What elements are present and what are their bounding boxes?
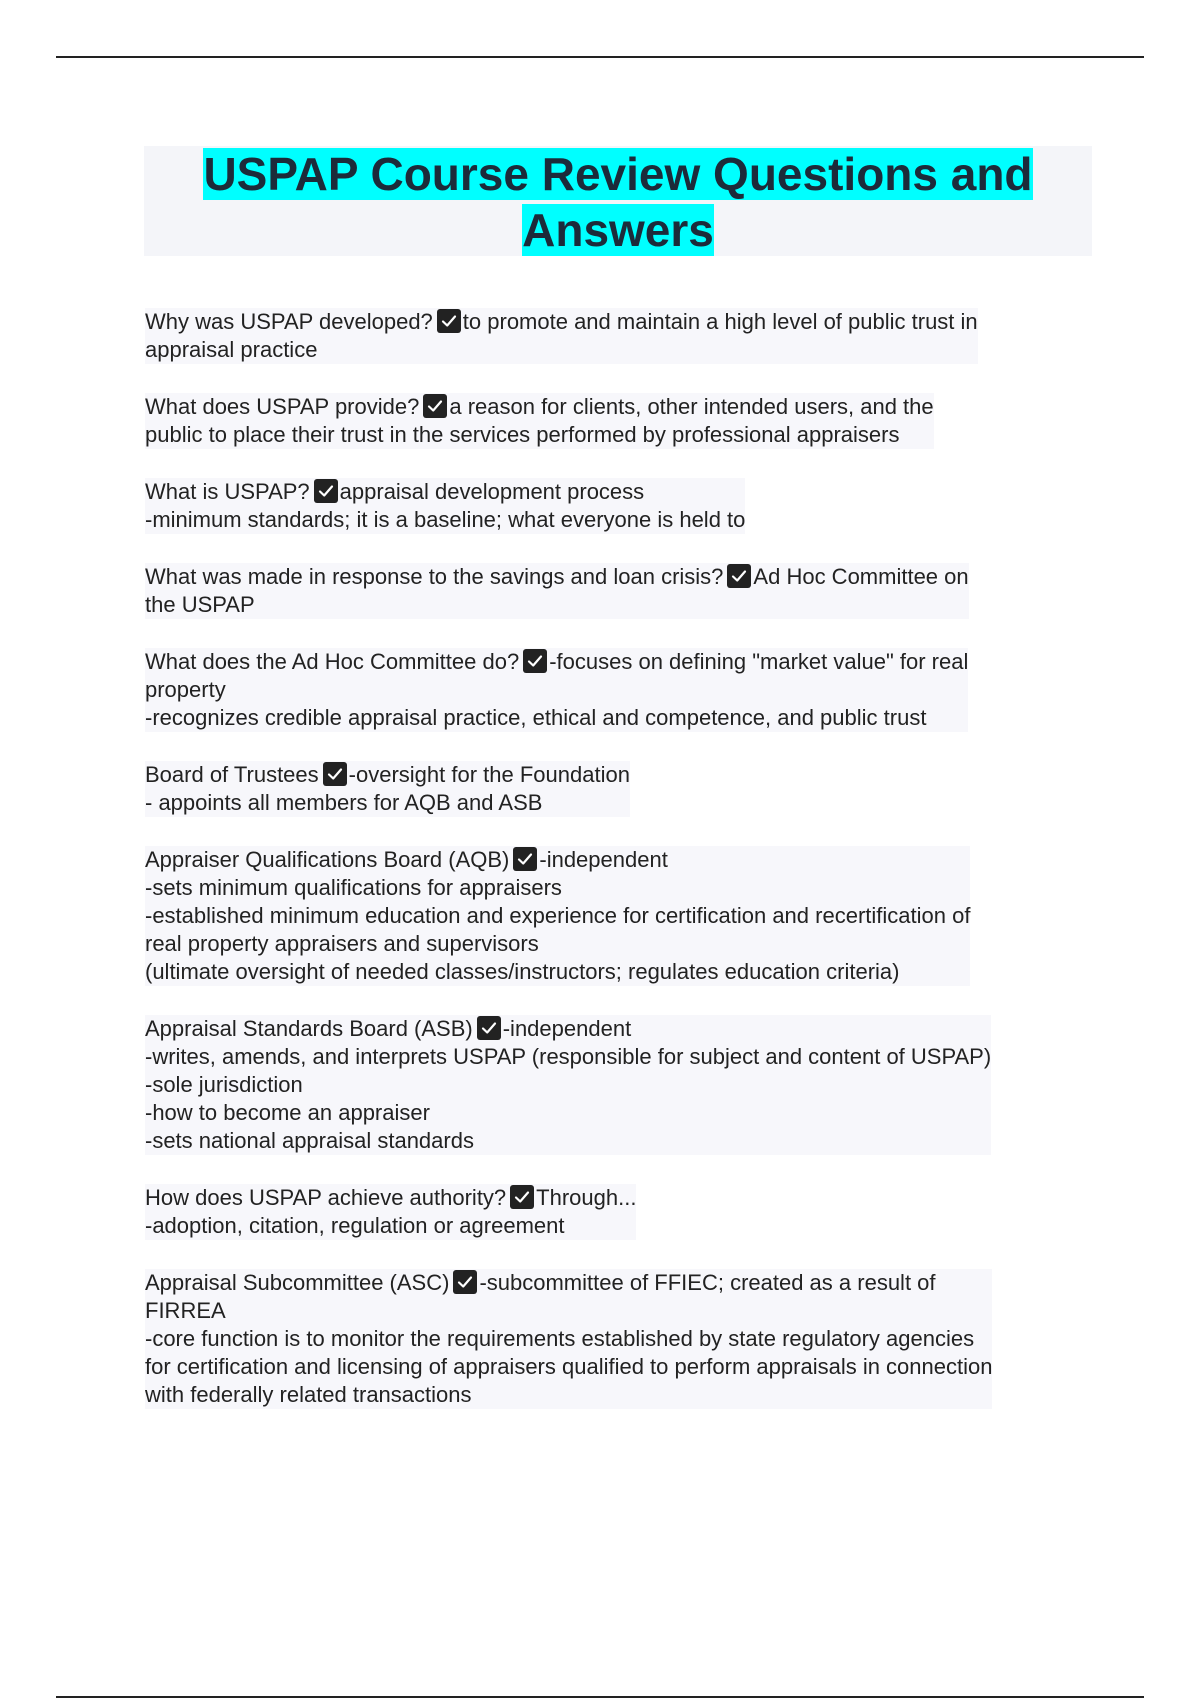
answer-text: -subcommittee of FFIEC; created as a result of xyxy=(479,1270,936,1295)
question-row xyxy=(145,1184,636,1212)
answer-line: -writes, amends, and interprets USPAP (responsible for subject and content of USPAP) xyxy=(145,1044,992,1069)
answer-line: -adoption, citation, regulation or agreement xyxy=(145,1213,565,1238)
footer-rule xyxy=(56,1696,1144,1698)
answer-line: -sole jurisdiction xyxy=(145,1072,303,1097)
document-title-line-1: USPAP Course Review Questions and xyxy=(203,148,1033,200)
qa-block xyxy=(145,846,970,986)
checkmark-box-icon xyxy=(727,564,751,588)
qa-block xyxy=(145,1015,991,1155)
answer-line: -sets minimum qualifications for appraisers xyxy=(145,875,562,900)
checkmark-box-icon xyxy=(523,649,547,673)
checkmark-box-icon xyxy=(477,1016,501,1040)
question-text: Appraisal Subcommittee (ASC) xyxy=(145,1270,450,1295)
qa-block xyxy=(145,478,745,534)
answer-line: real property appraisers and supervisors xyxy=(145,931,539,956)
qa-item xyxy=(145,563,1095,619)
qa-block xyxy=(145,1184,636,1240)
checkmark-box-icon xyxy=(323,762,347,786)
question-row xyxy=(145,761,630,789)
qa-block xyxy=(145,648,968,732)
answer-text: Ad Hoc Committee on xyxy=(753,564,969,589)
checkmark-box-icon xyxy=(314,479,338,503)
answer-line: -how to become an appraiser xyxy=(145,1100,430,1125)
qa-block xyxy=(145,308,978,364)
qa-item xyxy=(145,846,1095,986)
qa-item xyxy=(145,761,1095,817)
question-text: Appraiser Qualifications Board (AQB) xyxy=(145,847,510,872)
question-text: Board of Trustees xyxy=(145,762,319,787)
answer-line: - appoints all members for AQB and ASB xyxy=(145,790,543,815)
qa-item xyxy=(145,1269,1095,1409)
qa-item xyxy=(145,393,1095,449)
question-row xyxy=(145,648,968,676)
answer-text: -independent xyxy=(539,847,668,872)
qa-block xyxy=(145,1269,992,1409)
header-rule xyxy=(56,56,1144,58)
question-row xyxy=(145,563,969,591)
answer-text: to promote and maintain a high level of public trust in xyxy=(462,309,978,334)
question-text: How does USPAP achieve authority? xyxy=(145,1185,507,1210)
answer-text: -independent xyxy=(502,1016,632,1041)
answer-line: for certification and licensing of appraisers qualified to perform appraisals in connection xyxy=(145,1354,993,1379)
answer-line: the USPAP xyxy=(145,592,255,617)
question-row xyxy=(145,846,970,874)
question-text: What is USPAP? xyxy=(145,479,310,504)
question-row xyxy=(145,478,745,506)
answer-line: -established minimum education and experience for certification and recertification of xyxy=(145,903,971,928)
answer-line: public to place their trust in the services performed by professional appraisers xyxy=(145,422,900,447)
document-title-line-2: Answers xyxy=(522,204,714,256)
answer-line: -minimum standards; it is a baseline; what everyone is held to xyxy=(145,507,746,532)
title-banner xyxy=(144,146,1092,256)
question-text: Why was USPAP developed? xyxy=(145,309,433,334)
question-text: What does the Ad Hoc Committee do? xyxy=(145,649,520,674)
checkmark-box-icon xyxy=(453,1270,477,1294)
answer-line: (ultimate oversight of needed classes/instructors; regulates education criteria) xyxy=(145,959,900,984)
qa-item xyxy=(145,648,1095,732)
question-row xyxy=(145,393,934,421)
checkmark-box-icon xyxy=(437,309,461,333)
answer-line: appraisal practice xyxy=(145,337,318,362)
answer-line: FIRREA xyxy=(145,1298,226,1323)
checkmark-box-icon xyxy=(510,1185,534,1209)
qa-item xyxy=(145,308,1095,364)
answer-line: -sets national appraisal standards xyxy=(145,1128,474,1153)
answer-line: with federally related transactions xyxy=(145,1382,472,1407)
answer-text: -oversight for the Foundation xyxy=(348,762,630,787)
checkmark-box-icon xyxy=(423,394,447,418)
answer-text: a reason for clients, other intended users, and the xyxy=(449,394,934,419)
question-text: What was made in response to the savings and loan crisis? xyxy=(145,564,724,589)
question-row xyxy=(145,308,978,336)
answer-text: Through... xyxy=(536,1185,637,1210)
qa-list xyxy=(145,308,1095,1438)
qa-item xyxy=(145,1015,1095,1155)
question-text: Appraisal Standards Board (ASB) xyxy=(145,1016,473,1041)
answer-line: property xyxy=(145,677,226,702)
qa-item xyxy=(145,1184,1095,1240)
question-row xyxy=(145,1269,992,1297)
qa-block xyxy=(145,563,969,619)
qa-item xyxy=(145,478,1095,534)
answer-line: -recognizes credible appraisal practice, ethical and competence, and public trust xyxy=(145,705,927,730)
checkmark-box-icon xyxy=(513,847,537,871)
qa-block xyxy=(145,393,934,449)
answer-line: -core function is to monitor the requirements established by state regulatory agencies xyxy=(145,1326,975,1351)
qa-block xyxy=(145,761,630,817)
answer-text: appraisal development process xyxy=(339,479,645,504)
question-text: What does USPAP provide? xyxy=(145,394,420,419)
question-row xyxy=(145,1015,991,1043)
answer-text: -focuses on defining "market value" for real xyxy=(549,649,969,674)
